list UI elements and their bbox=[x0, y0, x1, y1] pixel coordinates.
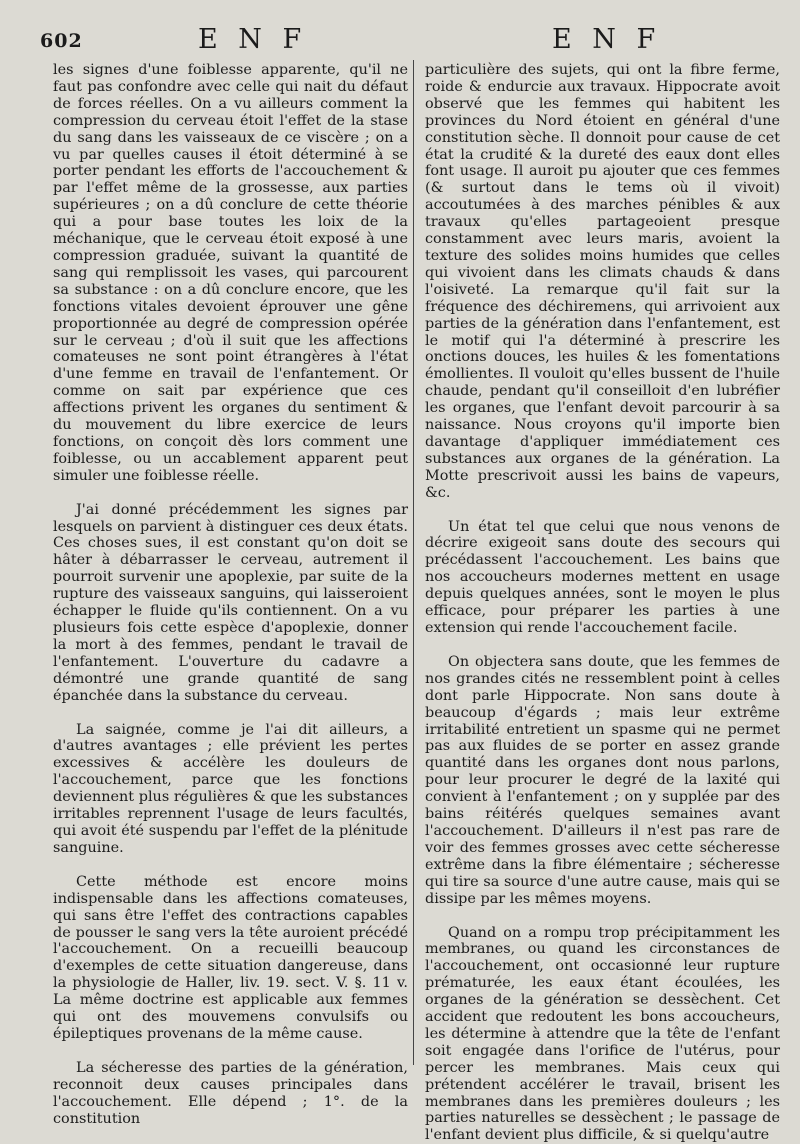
running-head-right: E N F bbox=[552, 24, 661, 55]
paragraph: Un état tel que celui que nous venons de décrire exigeoit sans doute des secours qui précédassent l'accouchement. Les bains que nos accoucheurs modernes mettent en usage depuis quelques années, sont le moyen le plus efficace, pour préparer les parties à une extension qui rende l'accouchement facile. bbox=[425, 519, 780, 637]
left-column bbox=[53, 62, 408, 1127]
paragraph: On objectera sans doute, que les femmes de nos grandes cités ne ressemblent point à celles dont parle Hippocrate. Non sans doute à beaucoup d'égards ; mais leur extrême irritabilité entretient un spasme qui ne permet pas aux fluides de se porter en assez grande quantité dans les organes dont nous parlons, pour leur procurer le degré de la laxité qui convient à l'enfantement ; on y supplée par des bains réitérés quelques semaines avant l'accouchement. D'ailleurs il n'est pas rare de voir des femmes grosses avec cette sécheresse extrême dans la fibre élémentaire ; sécheresse qui tire sa source d'une autre cause, mais qui se dissipe par les mêmes moyens. bbox=[425, 654, 780, 908]
paragraph: particulière des sujets, qui ont la fibre ferme, roide & endurcie aux travaux. Hippocrate avoit observé que les femmes qui habitent les provinces du Nord étoient en général d'une constitution sèche. Il donnoit pour cause de cet état la crudité & la dureté des eaux dont elles font usage. Il auroit pu ajouter que ces femmes (& surtout dans le tems où il vivoit) accoutumées à des marches pénibles & aux travaux qu'elles partageoient presque constamment avec leurs maris, avoient la texture des solides moins humides que celles qui vivoient dans les climats chauds & dans l'oisiveté. La remarque qu'il fait sur la fréquence des déchiremens, qui arrivoient aux parties de la génération dans l'enfantement, est le motif qui l'a déterminé à prescrire les onctions douces, les huiles & les fomentations émollientes. Il vouloit qu'elles bussent de l'huile chaude, pendant qu'il conseilloit d'en lubréfier les organes, que l'enfant devoit parcourir à sa naissance. Nous croyons qu'il importe bien davantage d'appliquer immédiatement ces substances aux organes de la génération. La Motte prescrivoit aussi les bains de vapeurs, &c. bbox=[425, 62, 780, 502]
paragraph: Quand on a rompu trop précipitamment les membranes, ou quand les circonstances de l'accouchement, ont occasionné leur rupture prématurée, les eaux étant écoulées, les organes de la génération se dessèchent. Cet accident que redoutent les bons accoucheurs, les détermine à attendre que la tête de l'enfant soit engagée dans l'orifice de l'utérus, pour percer les membranes. Mais ceux qui prétendent accélérer le travail, brisent les membranes dans les premières douleurs ; les parties naturelles se dessèchent ; le passage de l'enfant devient plus difficile, & si quelqu'autre bbox=[425, 925, 780, 1144]
column-divider bbox=[413, 60, 414, 1065]
paragraph: La saignée, comme je l'ai dit ailleurs, a d'autres avantages ; elle prévient les pertes excessives & accélère les douleurs de l'accouchement, parce que les fonctions deviennent plus régulières & que les substances irritables reprennent l'usage de leurs facultés, qui avoit été suspendu par l'effet de la plénitude sanguine. bbox=[53, 722, 408, 857]
paragraph: J'ai donné précédemment les signes par lesquels on parvient à distinguer ces deux états. Ces choses sues, il est constant qu'on doit se hâter à débarrasser le cerveau, autrement il pourroit survenir une apoplexie, par suite de la rupture des vaisseaux sanguins, qui laisseroient échapper le fluide qu'ils contiennent. On a vu plusieurs fois cette espèce d'apoplexie, donner la mort à des femmes, pendant le travail de l'enfantement. L'ouverture du cadavre a démontré une grande quantité de sang épanchée dans la substance du cerveau. bbox=[53, 502, 408, 705]
paragraph: Cette méthode est encore moins indispensable dans les affections comateuses, qui sans être l'effet des contractions capables de pousser le sang vers la tête auroient précédé l'accouchement. On a recueilli beaucoup d'exemples de cette situation dangereuse, dans la physiologie de Haller, liv. 19. sect. V. §. 11 v. La même doctrine est applicable aux femmes qui ont des mouvemens convulsifs ou épileptiques provenans de la même cause. bbox=[53, 874, 408, 1043]
paragraph: les signes d'une foiblesse apparente, qu'il ne faut pas confondre avec celle qui nait du défaut de forces réelles. On a vu ailleurs comment la compression du cerveau étoit l'effet de la stase du sang dans les vaisseaux de ce viscère ; on a vu par quelles causes il étoit déterminé à se porter pendant les efforts de l'accouchement & par l'effet même de la grossesse, aux parties supérieures ; on a dû conclure de cette théorie qui a pour base toutes les loix de la méchanique, que le cerveau étoit exposé à une compression graduée, suivant la quantité de sang qui remplissoit les vases, qui parcourent sa substance : on a dû conclure encore, que les fonctions vitales devoient éprouver une gêne proportionnée au degré de compression opérée sur le cerveau ; d'où il suit que les affections comateuses ne sont point étrangères à l'état d'une femme en travail de l'enfantement. Or comme on sait par expérience que ces affections privent les organes du sentiment & du mouvement du libre exercice de leurs fonctions, on conçoit dès lors comment une foiblesse, ou un accablement apparent peut simuler une foiblesse réelle. bbox=[53, 62, 408, 485]
running-head-left: E N F bbox=[198, 24, 307, 55]
page-number: 602 bbox=[40, 30, 83, 52]
paragraph: La sécheresse des parties de la génération, reconnoit deux causes principales dans l'accouchement. Elle dépend ; 1°. de la constitution bbox=[53, 1060, 408, 1128]
right-column bbox=[425, 62, 780, 1144]
